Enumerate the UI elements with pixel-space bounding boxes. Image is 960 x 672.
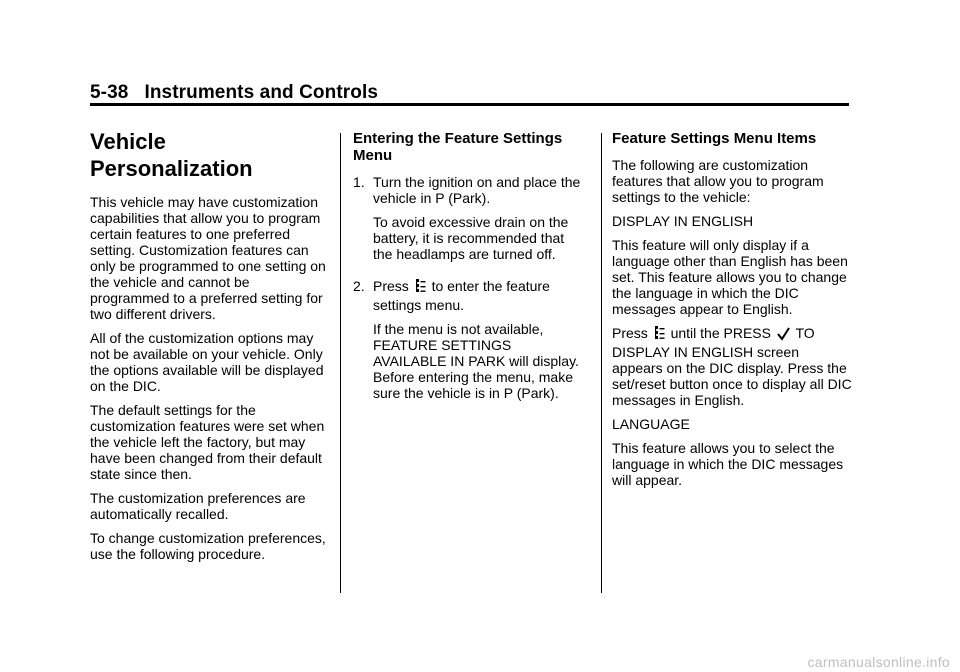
step-note: If the menu is not available, FEATURE SETTINGS AVAILABLE IN PARK will display. Before entering the menu, make sure the vehicle is in P (Park). — [373, 321, 579, 401]
item-instruction — [612, 325, 852, 408]
section-title-vehicle-personalization — [90, 128, 332, 182]
chapter-title: Instruments and Controls — [144, 82, 379, 103]
section-title-entering-feature-settings: Entering the Feature Settings Menu — [353, 130, 563, 164]
step-2 — [353, 278, 587, 409]
column-feature-settings-menu-items — [612, 128, 852, 496]
column-entering-feature-settings — [353, 128, 587, 417]
column-divider-1 — [340, 133, 341, 593]
step-text-post: to enter the feature settings menu. — [373, 278, 550, 313]
page-header — [90, 82, 378, 104]
paragraph: This vehicle may have customization capabilities that allow you to program certain features to one preferred setting. Customization features can only be programmed to one setting on the vehicle and cannot be programmed to a preferred setting for two different drivers. — [90, 194, 326, 322]
title-line-1: Vehicle — [90, 129, 166, 154]
checkmark-icon — [777, 327, 790, 344]
item-description: This feature will only display if a language other than English has been set. This feature allows you to change the language in which the DIC messages appear to English. — [612, 237, 848, 317]
header-rule — [90, 103, 849, 106]
intro-paragraph: The following are customization features that allow you to program settings to the vehicle: — [612, 157, 824, 205]
paragraph: The default settings for the customization features were set when the vehicle left the factory, but may have been changed from their default state since then. — [90, 402, 325, 482]
item-heading-language: LANGUAGE — [612, 416, 690, 432]
item-heading-display-in-english: DISPLAY IN ENGLISH — [612, 213, 754, 229]
watermark: carmanualsonline.info — [807, 654, 950, 670]
section-title-feature-settings-menu-items: Feature Settings Menu Items — [612, 130, 817, 147]
instruction-text: Press — [612, 325, 648, 341]
step-note: To avoid excessive drain on the battery, it is recommended that the headlamps are turned off. — [373, 214, 569, 262]
paragraph: To change customization preferences, use the following procedure. — [90, 530, 326, 562]
column-vehicle-personalization — [90, 128, 332, 570]
instruction-text: until the PRESS — [670, 325, 771, 341]
vehicle-settings-icon — [654, 325, 665, 344]
page-number: 5-38 — [90, 82, 129, 103]
step-number: 1. — [353, 174, 365, 190]
title-line-2: Personalization — [90, 156, 253, 181]
item-description: This feature allows you to select the language in which the DIC messages will appear. — [612, 440, 844, 488]
instruction-text: TO DISPLAY IN ENGLISH screen appears on the DIC display. Press the set/reset button once to display all DIC messages in English. — [612, 325, 852, 408]
paragraph: The customization preferences are automatically recalled. — [90, 490, 306, 522]
column-divider-2 — [601, 133, 602, 593]
step-text — [373, 278, 587, 313]
step-number: 2. — [353, 278, 365, 294]
step-text-pre: Press — [373, 278, 409, 294]
vehicle-settings-icon — [415, 278, 426, 297]
step-1 — [353, 174, 587, 270]
step-text: Turn the ignition on and place the vehicle in P (Park). — [373, 174, 581, 206]
paragraph: All of the customization options may not be available on your vehicle. Only the options available will be displayed on the DIC. — [90, 330, 324, 394]
